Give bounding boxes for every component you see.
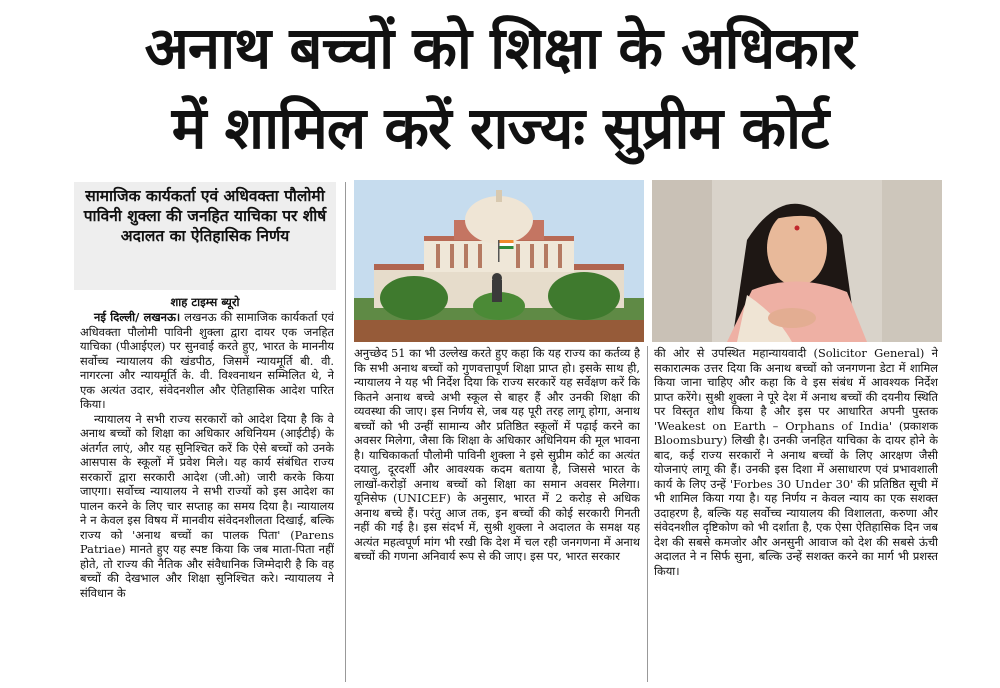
- paragraph-text: लखनऊ की सामाजिक कार्यकर्ता एवं अधिवक्ता पौलोमी पाविनी शुक्ला द्वारा दायर एक जनहित याचिका (पीआईएल) पर सुनवाई करते हुए, भारत के माननीय सर्वोच्च न्यायालय की खंडपीठ, जिसमें न्यायमूर्ति बी. वी. नागरत्ना और न्यायमूर्ति के. वी. विश्वनाथन सम्मिलित थे, ने एक अत्यंत उदार, संवेदनशील और ऐतिहासिक आदेश पारित किया।: [80, 310, 334, 411]
- supreme-court-building-icon: [354, 180, 644, 342]
- headline: [0, 0, 1000, 170]
- headline-line-1: अनाथ बच्चों को शिक्षा के अधिकार: [144, 14, 856, 82]
- article-column-2: [354, 346, 640, 682]
- column-divider: [647, 346, 648, 682]
- dateline: नई दिल्ली/ लखनऊ।: [94, 310, 181, 324]
- article-paragraph: न्यायालय ने सभी राज्य सरकारों को आदेश दिया है कि वे अनाथ बच्चों को शिक्षा का अधिकार अधिनियम (आईटीई) के अंतर्गत लाएं, और यह सुनिश्चित करें कि ऐसे बच्चों को उनके आसपास के स्कूलों में प्रवेश मिले। यह कार्य संबंधित राज्य सरकारों द्वारा सरकारी आदेश (जी.ओ) जारी करके किया जाएगा। सर्वोच्च न्यायालय ने सभी राज्यों को इस आदेश का पालन करने के लिए चार सप्ताह का समय दिया है। न्यायालय ने न केवल इस विषय में मानवीय संवेदनशीलता दिखाई, बल्कि राज्य को 'अनाथ बच्चों का पालक पिता' (Parens Patriae) मानते हुए यह स्पष्ट किया कि जब माता-पिता नहीं होते, तो राज्य की नैतिक और संवैधानिक जिम्मेदारी है कि वह बच्चों की देखभाल और शिक्षा सुनिश्चित करे। न्यायालय ने संविधान के: [80, 411, 334, 600]
- column-divider: [345, 182, 346, 682]
- article-paragraph: की ओर से उपस्थित महान्यायवादी (Solicitor General) ने सकारात्मक उत्तर दिया कि अनाथ बच्चों को जनगणना डेटा में शामिल किया जाना चाहिए और कहा कि वे इस संबंध में आवश्यक निर्देश प्राप्त करेंगे। सुश्री शुक्ला ने पूरे देश में अनाथ बच्चों की दयनीय स्थिति पर विस्तृत शोध किया है और इस पर आधारित अपनी पुस्तक 'Weakest on Earth – Orphans of India' (प्रकाशक Bloomsbury) लिखी है। उनकी जनहित याचिका के दायर होने के बाद, कई राज्य सरकारों ने अनाथ बच्चों के लिए आरक्षण जैसी योजनाएं लागू की हैं। उनकी इस दिशा में असाधारण एवं प्रभावशाली कार्य के लिए उन्हें 'Forbes 30 Under 30' की प्रतिष्ठित सूची में भी शामिल किया गया है। यह निर्णय न केवल न्याय का एक सशक्त उदाहरण है, बल्कि यह सर्वोच्च न्यायालय की विशालता, करुणा और संवेदनशील दृष्टिकोण को भी दर्शाता है, एक ऐसा ऐतिहासिक दिन जब देश की सबसे कमजोर और अनसुनी आवाज को देश की सबसे ऊंची अदालत ने न सिर्फ सुना, बल्कि उन्हें सशक्त करने का मार्ग भी प्रशस्त किया।: [654, 346, 938, 578]
- article-paragraph: अनुच्छेद 51 का भी उल्लेख करते हुए कहा कि यह राज्य का कर्तव्य है कि सभी अनाथ बच्चों को गुणवत्तापूर्ण शिक्षा प्राप्त हो। इसके साथ ही, न्यायालय ने यह भी निर्देश दिया कि राज्य सरकारें यह सर्वेक्षण करें कि कितने अनाथ बच्चे अभी स्कूल से बाहर हैं और उनकी शिक्षा की व्यवस्था की जाए। इस निर्णय से, जब यह पूरी तरह लागू होगा, अनाथ बच्चों को भी उन्हीं सामान्य और प्रतिष्ठित स्कूलों में पढ़ाई करने का अवसर मिलेगा, जैसा कि शिक्षा के अधिकार अधिनियम की मूल भावना है। याचिकाकर्ता पौलोमी पाविनी शुक्ला ने इसे सुप्रीम कोर्ट का अत्यंत दयालु, दूरदर्शी और आवश्यक कदम बताया है, जिससे भारत के लाखों-करोड़ों अनाथ बच्चों को शिक्षा का समान अवसर मिलेगा। यूनिसेफ (UNICEF) के अनुसार, भारत में 2 करोड़ से अधिक अनाथ बच्चे हैं। परंतु आज तक, इन बच्चों की कोई सरकारी गिनती नहीं की गई है। इस संदर्भ में, सुश्री शुक्ला ने अदालत के समक्ष यह अत्यंत महत्वपूर्ण मांग भी रखी कि देश में चल रही जनगणना में अनाथ बच्चों की गणना अनिवार्य रूप से की जाए। इस पर, भारत सरकार: [354, 346, 640, 563]
- article-column-1: [80, 310, 334, 682]
- subhead-box: [74, 182, 336, 290]
- byline: शाह टाइम्स ब्यूरो: [170, 295, 240, 309]
- supreme-court-photo: [354, 180, 644, 342]
- article-paragraph: [80, 310, 334, 412]
- portrait-icon: [652, 180, 942, 342]
- headline-line-2: में शामिल करें राज्यः सुप्रीम कोर्ट: [171, 94, 829, 162]
- subhead-text: सामाजिक कार्यकर्ता एवं अधिवक्ता पौलोमी पाविनी शुक्ला की जनहित याचिका पर शीर्ष अदालत का ऐतिहासिक निर्णय: [83, 187, 327, 245]
- article-column-3: [654, 346, 938, 682]
- petitioner-photo: [652, 180, 942, 342]
